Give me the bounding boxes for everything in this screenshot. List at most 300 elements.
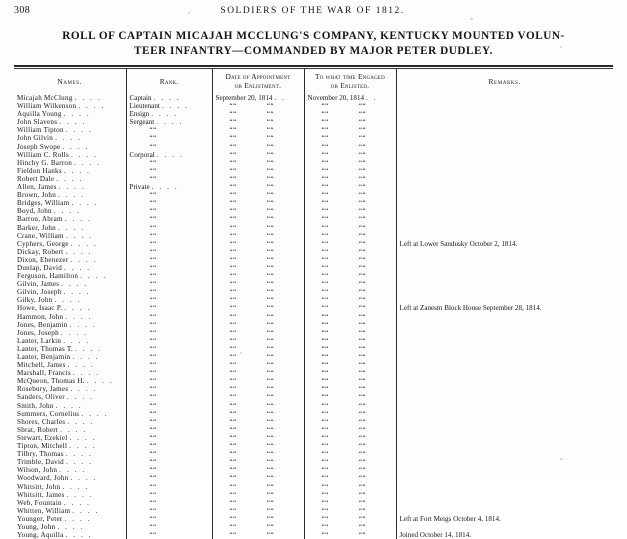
table-row [14,288,613,296]
cell-name: Jones, Benjamin . . . . [14,321,126,329]
cell-name: Woodward, John . . . . [14,474,126,482]
muster-roll-table [14,69,613,539]
cell-date-of-appointment [212,369,304,377]
ditto-mark: ““ [266,377,275,386]
ditto-mark: ““ [149,458,157,467]
cell-name: William C. Rolls . . . . [14,151,126,159]
ditto-mark: ““ [321,126,329,135]
cell-remarks [396,507,613,515]
cell-time-engaged [304,126,396,134]
ditto-mark: ““ [358,506,367,515]
cell-rank [126,159,212,167]
cell-name: Hinchy G. Barron . . . . [14,159,126,167]
cell-remarks [396,353,613,361]
ditto-mark: ““ [321,417,329,426]
cell-time-engaged [304,288,396,296]
cell-name: Dunlap, David . . . . [14,264,126,272]
cell-rank: Corporal . . . . [126,151,212,159]
cell-rank [126,385,212,393]
cell-name: Web, Fountain . . . . [14,499,126,507]
cell-remarks [396,337,613,345]
table-row [14,426,613,434]
cell-rank [126,175,212,183]
cell-time-engaged: November 20, 1814 . . [304,94,396,102]
ditto-mark: ““ [229,191,237,200]
cell-time-engaged [304,280,396,288]
ditto-mark: ““ [266,336,275,345]
cell-name: Allen, James . . . . [14,183,126,191]
cell-remarks [396,466,613,474]
cell-rank [126,134,212,142]
ditto-mark: ““ [358,215,367,224]
cell-date-of-appointment [212,466,304,474]
cell-remarks [396,483,613,491]
cell-name: Lanter, Thomas T. . . . . [14,345,126,353]
ditto-mark: ““ [358,296,367,305]
cell-time-engaged [304,207,396,215]
table-row [14,369,613,377]
ditto-mark: ““ [149,385,157,394]
ditto-mark: ““ [321,328,329,337]
cell-date-of-appointment [212,240,304,248]
ditto-mark: ““ [149,158,157,167]
cell-date-of-appointment [212,110,304,118]
ditto-mark: ““ [321,369,329,378]
ditto-mark: ““ [149,531,157,539]
ditto-mark: ““ [266,142,275,151]
ditto-mark: ““ [358,466,367,475]
ditto-mark: ““ [149,336,157,345]
table-row [14,134,613,142]
ditto-mark: ““ [149,361,157,370]
ditto-mark: ““ [266,514,275,523]
ditto-mark: ““ [266,150,275,159]
ditto-mark: ““ [321,320,329,329]
ditto-mark: ““ [266,490,275,499]
ditto-mark: ““ [321,522,329,531]
cell-rank [126,369,212,377]
ditto-mark: ““ [321,118,329,127]
ditto-mark: ““ [358,239,367,248]
ditto-mark: ““ [229,255,237,264]
cell-name: Young, Aquilla . . . . [14,531,126,539]
ditto-mark: ““ [358,361,367,370]
cell-date-of-appointment [212,232,304,240]
cell-date-of-appointment [212,450,304,458]
ditto-mark: ““ [229,272,237,281]
cell-rank [126,280,212,288]
cell-name: Crane, William . . . . [14,232,126,240]
cell-remarks [396,126,613,134]
ditto-mark: ““ [266,417,275,426]
ditto-mark: ““ [229,417,237,426]
ditto-mark: ““ [321,134,329,143]
ditto-mark: ““ [229,183,237,192]
ditto-mark: ““ [358,183,367,192]
ditto-mark: ““ [321,514,329,523]
ditto-mark: ““ [321,166,329,175]
cell-rank [126,232,212,240]
cell-time-engaged [304,337,396,345]
cell-rank [126,337,212,345]
ditto-mark: ““ [229,409,237,418]
cell-name: Micajah McClung . . . . [14,94,126,102]
cell-rank [126,207,212,215]
cell-name: Tipton, Mitchell . . . . [14,442,126,450]
cell-time-engaged [304,321,396,329]
ditto-mark: ““ [266,401,275,410]
ditto-mark: ““ [266,320,275,329]
ditto-mark: ““ [266,134,275,143]
ditto-mark: ““ [229,393,237,402]
table-row [14,118,613,126]
cell-remarks [396,523,613,531]
ditto-mark: ““ [266,110,275,119]
cell-name: Robert Dale . . . . [14,175,126,183]
ditto-mark: ““ [321,401,329,410]
ditto-mark: ““ [358,223,367,232]
ditto-mark: ““ [358,482,367,491]
cell-remarks [396,151,613,159]
cell-remarks [396,134,613,142]
cell-remarks [396,321,613,329]
table-row [14,321,613,329]
cell-rank [126,393,212,401]
table-row [14,207,613,215]
page-title-line-1: ROLL OF CAPTAIN MICAJAH MCCLUNG'S COMPANY, KENTUCKY MOUNTED VOLUN- [62,30,565,42]
cell-remarks [396,377,613,385]
ditto-mark: ““ [321,263,329,272]
ditto-mark: ““ [321,409,329,418]
cell-time-engaged [304,224,396,232]
ditto-mark: ““ [149,401,157,410]
cell-date-of-appointment [212,483,304,491]
ditto-mark: ““ [321,442,329,451]
cell-rank [126,474,212,482]
cell-date-of-appointment [212,199,304,207]
cell-rank [126,345,212,353]
ditto-mark: ““ [229,199,237,208]
table-row [14,393,613,401]
cell-date-of-appointment [212,296,304,304]
cell-time-engaged [304,507,396,515]
cell-date-of-appointment [212,426,304,434]
table-row [14,402,613,410]
ditto-mark: ““ [149,191,157,200]
ditto-mark: ““ [321,425,329,434]
cell-date-of-appointment [212,410,304,418]
cell-time-engaged [304,450,396,458]
ditto-mark: ““ [266,272,275,281]
cell-time-engaged [304,110,396,118]
ditto-mark: ““ [229,531,237,539]
cell-remarks [396,183,613,191]
cell-rank [126,304,212,312]
cell-remarks [396,175,613,183]
ditto-mark: ““ [229,320,237,329]
ditto-mark: ““ [266,482,275,491]
cell-time-engaged [304,304,396,312]
cell-rank [126,377,212,385]
ditto-mark: ““ [149,377,157,386]
ditto-mark: ““ [149,126,157,135]
cell-date-of-appointment [212,353,304,361]
cell-time-engaged [304,531,396,539]
ditto-mark: ““ [229,231,237,240]
ditto-mark: ““ [149,247,157,256]
cell-name: Ferguson, Hamilton . . . . [14,272,126,280]
cell-rank [126,507,212,515]
cell-rank [126,458,212,466]
cell-name: Barker, John . . . . [14,224,126,232]
cell-name: Howe, Isaac P. . . . . [14,304,126,312]
ditto-mark: ““ [321,312,329,321]
ditto-mark: ““ [321,506,329,515]
ditto-mark: ““ [149,207,157,216]
ditto-mark: ““ [358,118,367,127]
table-header-row [14,69,613,94]
cell-date-of-appointment [212,191,304,199]
ditto-mark: ““ [149,344,157,353]
table-row [14,248,613,256]
cell-remarks [396,450,613,458]
cell-time-engaged [304,369,396,377]
ditto-mark: ““ [266,498,275,507]
table-row [14,224,613,232]
cell-rank: Private . . . . [126,183,212,191]
table-row [14,215,613,223]
ditto-mark: ““ [321,490,329,499]
ditto-mark: ““ [229,174,237,183]
cell-remarks [396,118,613,126]
ditto-mark: ““ [358,126,367,135]
ditto-mark: ““ [229,288,237,297]
cell-time-engaged [304,199,396,207]
table-row [14,531,613,539]
cell-name: William Tipton . . . . [14,126,126,134]
cell-date-of-appointment [212,143,304,151]
cell-rank: Ensign . . . . [126,110,212,118]
ditto-mark: ““ [149,231,157,240]
cell-name: Brown, John . . . . [14,191,126,199]
cell-remarks [396,393,613,401]
ditto-mark: ““ [321,247,329,256]
ditto-mark: ““ [321,231,329,240]
ditto-mark: ““ [149,482,157,491]
ditto-mark: ““ [229,514,237,523]
ditto-mark: ““ [149,199,157,208]
cell-remarks [396,224,613,232]
table-row [14,280,613,288]
page-title-line-2: TEER INFANTRY—COMMANDED BY MAJOR PETER DUDLEY. [134,45,493,57]
table-row [14,232,613,240]
cell-name: Summers, Cornelius . . . . [14,410,126,418]
table-row [14,272,613,280]
cell-date-of-appointment [212,256,304,264]
cell-name: Lanter, Benjamin . . . . [14,353,126,361]
cell-date-of-appointment [212,507,304,515]
table-row [14,167,613,175]
cell-date-of-appointment [212,474,304,482]
cell-rank: Captain . . . . [126,94,212,102]
table-row [14,434,613,442]
cell-date-of-appointment [212,126,304,134]
table-row [14,240,613,248]
ditto-mark: ““ [321,207,329,216]
cell-remarks [396,385,613,393]
ditto-mark: ““ [321,215,329,224]
ditto-mark: ““ [266,474,275,483]
table-row [14,94,613,102]
cell-time-engaged [304,272,396,280]
cell-time-engaged [304,361,396,369]
cell-date-of-appointment [212,361,304,369]
cell-remarks [396,215,613,223]
ditto-mark: ““ [321,183,329,192]
table-row [14,256,613,264]
cell-time-engaged [304,402,396,410]
ditto-mark: ““ [358,353,367,361]
cell-date-of-appointment [212,288,304,296]
cell-name: Gilky, John . . . . [14,296,126,304]
cell-name: Whitsitt, James . . . . [14,491,126,499]
ditto-mark: ““ [321,385,329,394]
ditto-mark: ““ [321,199,329,208]
cell-time-engaged [304,175,396,183]
ditto-mark: ““ [149,417,157,426]
cell-name: Dickay, Robert . . . . [14,248,126,256]
cell-date-of-appointment [212,313,304,321]
cell-remarks [396,410,613,418]
ditto-mark: ““ [321,393,329,402]
ditto-mark: ““ [229,239,237,248]
ditto-mark: ““ [321,280,329,289]
ditto-mark: ““ [149,425,157,434]
ditto-mark: ““ [358,433,367,442]
cell-remarks [396,264,613,272]
cell-time-engaged [304,256,396,264]
cell-time-engaged [304,434,396,442]
table-row [14,450,613,458]
cell-rank [126,126,212,134]
ditto-mark: ““ [266,207,275,216]
cell-date-of-appointment [212,264,304,272]
cell-rank [126,288,212,296]
cell-name: Young, John . . . . [14,523,126,531]
column-header-names: Names. [14,69,126,94]
ditto-mark: ““ [266,466,275,475]
ditto-mark: ““ [149,280,157,289]
cell-name: Trimble, David . . . . [14,458,126,466]
table-row [14,175,613,183]
cell-date-of-appointment [212,304,304,312]
ditto-mark: ““ [321,223,329,232]
cell-time-engaged [304,385,396,393]
ditto-mark: ““ [149,442,157,451]
ditto-mark: ““ [266,522,275,531]
cell-date-of-appointment [212,418,304,426]
cell-date-of-appointment [212,491,304,499]
page-title [12,29,615,59]
cell-name: Lanter, Larkin . . . . [14,337,126,345]
ditto-mark: ““ [266,409,275,418]
cell-remarks [396,288,613,296]
column-header-rank: Rank. [126,69,212,94]
ditto-mark: ““ [321,102,329,111]
table-row [14,264,613,272]
cell-remarks [396,191,613,199]
ditto-mark: ““ [266,231,275,240]
ditto-mark: ““ [229,158,237,167]
cell-name: Whitten, William . . . . [14,507,126,515]
ditto-mark: ““ [229,126,237,135]
cell-date-of-appointment [212,183,304,191]
ditto-mark: ““ [358,522,367,531]
ditto-mark: ““ [358,490,367,499]
cell-rank: Sergeant . . . . [126,118,212,126]
ditto-mark: ““ [266,361,275,370]
cell-name: William Wilkenson . . . . [14,102,126,110]
cell-rank [126,499,212,507]
ditto-mark: ““ [149,215,157,224]
ditto-mark: ““ [149,409,157,418]
cell-name: Marshall, Francis . . . . [14,369,126,377]
ditto-mark: ““ [149,255,157,264]
ditto-mark: ““ [358,231,367,240]
ditto-mark: ““ [358,320,367,329]
table-row [14,385,613,393]
table-row [14,304,613,312]
cell-name: John Gilvin . . . . [14,134,126,142]
cell-time-engaged [304,159,396,167]
ditto-mark: ““ [149,239,157,248]
cell-date-of-appointment [212,345,304,353]
cell-rank [126,167,212,175]
table-row [14,199,613,207]
ditto-mark: ““ [229,142,237,151]
ditto-mark: ““ [358,498,367,507]
ditto-mark: ““ [321,110,329,119]
ditto-mark: ““ [358,377,367,386]
ditto-mark: ““ [321,531,329,539]
ditto-mark: ““ [358,272,367,281]
ditto-mark: ““ [266,531,275,539]
ditto-mark: ““ [149,142,157,151]
cell-date-of-appointment [212,215,304,223]
cell-date-of-appointment [212,224,304,232]
cell-time-engaged [304,151,396,159]
ditto-mark: ““ [266,215,275,224]
ditto-mark: ““ [149,320,157,329]
ditto-mark: ““ [149,134,157,143]
cell-remarks [396,272,613,280]
cell-name: Smith, John . . . . [14,402,126,410]
cell-name: Sbrat, Robert . . . . [14,426,126,434]
ditto-mark: ““ [229,263,237,272]
cell-time-engaged [304,183,396,191]
ditto-mark: ““ [149,393,157,402]
cell-time-engaged [304,491,396,499]
cell-rank [126,264,212,272]
cell-time-engaged [304,313,396,321]
cell-date-of-appointment [212,280,304,288]
cell-time-engaged [304,353,396,361]
ditto-mark: ““ [266,263,275,272]
cell-date-of-appointment [212,321,304,329]
cell-name: Younger, Peter . . . . [14,515,126,523]
ditto-mark: ““ [266,458,275,467]
column-header-remarks: Remarks. [488,76,521,86]
